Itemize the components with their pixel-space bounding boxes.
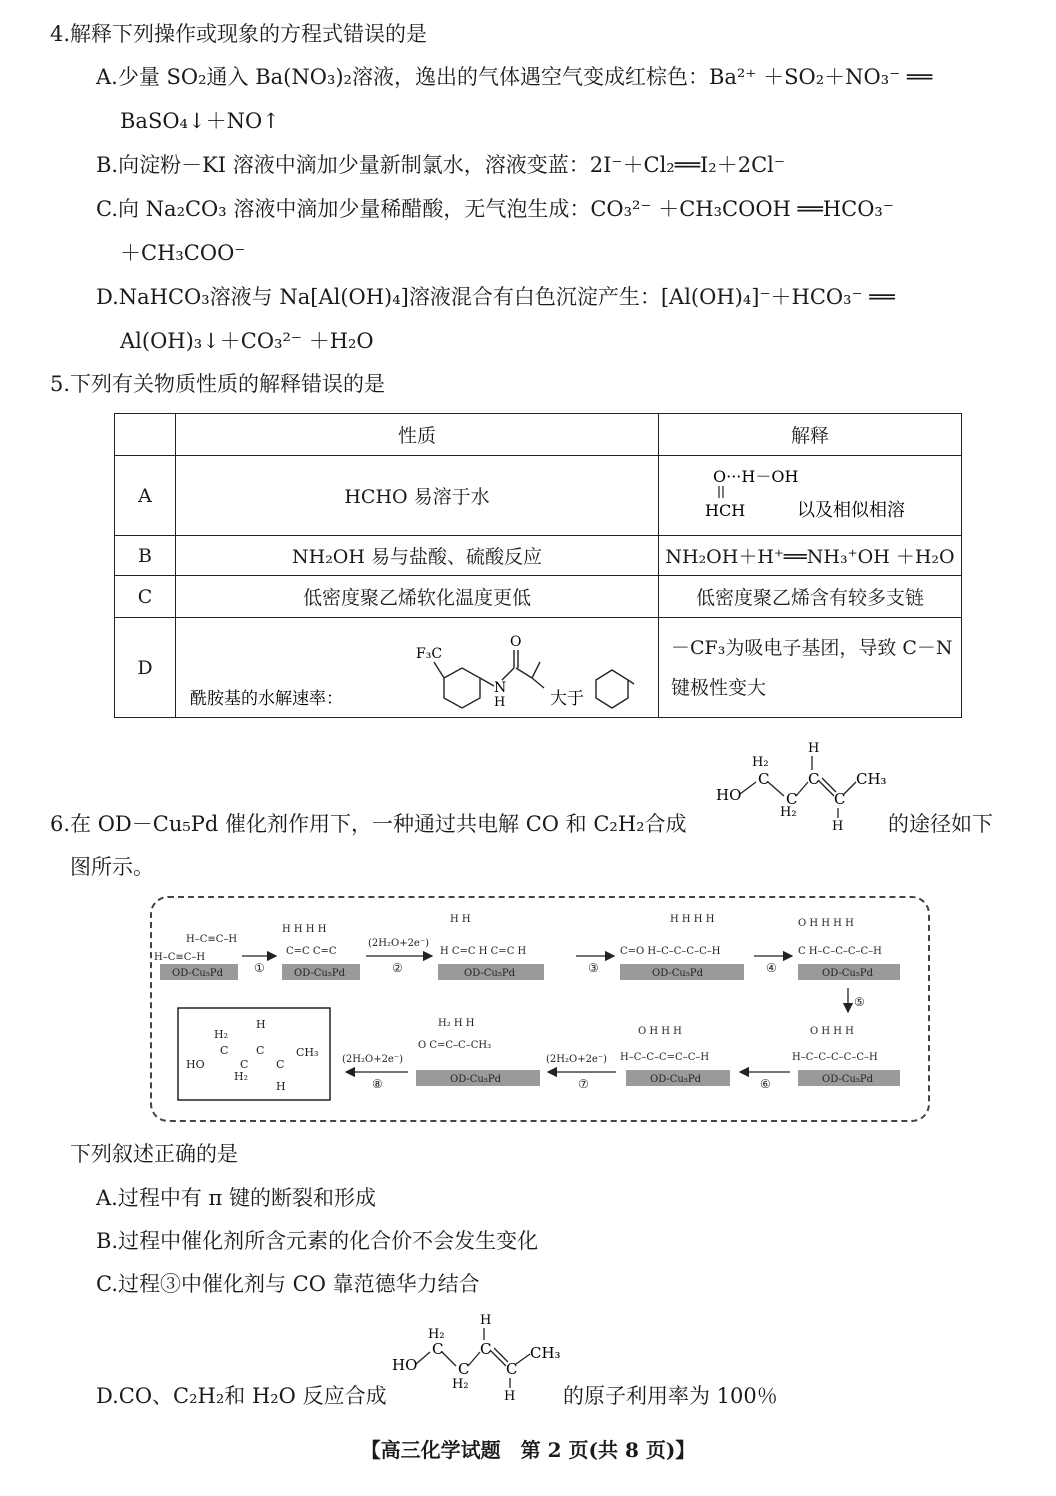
bond [532, 678, 544, 688]
species-6: H–C–C–C–C–C–H [792, 1052, 878, 1063]
properties-table [114, 413, 962, 718]
step-3: ③ [588, 961, 599, 975]
bond [740, 782, 756, 794]
product-structure [186, 1018, 318, 1093]
anilide-structure [596, 670, 634, 708]
bond [516, 668, 532, 678]
catalyst-label: OD-Cu₅Pd [464, 968, 516, 979]
atom-label: H [832, 819, 844, 834]
q6-option-d-prefix: D.CO、C₂H₂和 H₂O 反应合成 [96, 1384, 387, 1408]
header-explanation: 解释 [659, 414, 962, 456]
species-2: C=C C=C [286, 946, 337, 957]
explanation-line2: 键极性变大 [671, 676, 767, 699]
step-5: ⑤ [854, 995, 865, 1009]
q4-option-b: B.向淀粉－KI 溶液中滴加少量新制氯水，溶液变蓝：2I⁻＋Cl₂══I₂＋2Cl⁻ [96, 153, 785, 177]
amide-structures [176, 618, 646, 716]
atom-label: HO [716, 786, 742, 804]
adsorbed-species [154, 914, 882, 1063]
bond [434, 662, 444, 678]
atom-label: C [758, 770, 770, 788]
hcho-hydrogen-bond-structure [669, 460, 959, 530]
species-2: H H H H [282, 924, 327, 935]
row-property: 低密度聚乙烯软化温度更低 [176, 576, 659, 618]
atom-label: H₂ [452, 1377, 469, 1392]
atom-label: C [506, 1360, 518, 1378]
row-explanation: 低密度聚乙烯含有较多支链 [659, 576, 962, 618]
atom-label: C [432, 1340, 444, 1358]
species-8: O C=C–C–CH₃ [418, 1040, 492, 1051]
species-6: O H H H [810, 1026, 854, 1037]
row-label: A [115, 456, 176, 536]
table-header-row [115, 414, 962, 456]
q4-option-d-line2: Al(OH)₃↓＋CO₃²⁻ ＋H₂O [120, 329, 374, 353]
catalyst-label: OD-Cu₅Pd [172, 968, 224, 979]
row-property [176, 618, 659, 718]
step-2: ② [392, 961, 403, 975]
species-8: H₂ H H [438, 1018, 475, 1029]
atom-label: CH₃ [296, 1046, 319, 1059]
bond [516, 1354, 530, 1364]
explanation-line1: －CF₃为吸电子基团，导致 C－N [671, 636, 953, 659]
species-7: O H H H [638, 1026, 682, 1037]
atom-label: HO [392, 1356, 418, 1374]
species-acetylene: H–C≡C–H [186, 934, 238, 945]
q6-stem-prefix: 6.在 OD－Cu₅Pd 催化剂作用下，一种通过共电解 CO 和 C₂H₂合成 [50, 812, 687, 836]
hbond-text: O···H－OH [713, 467, 799, 486]
header-blank [115, 414, 176, 456]
catalyst-label: OD-Cu₅Pd [652, 968, 704, 979]
benzene-ring [444, 668, 480, 708]
species-acetylene: H–C≡C–H [154, 952, 206, 963]
catalyst-label: OD-Cu₅Pd [822, 1074, 874, 1085]
water-label: (2H₂O+2e⁻) [546, 1054, 608, 1065]
atom-label: H [504, 1389, 516, 1402]
bond [796, 782, 808, 796]
water-label: (2H₂O+2e⁻) [368, 938, 430, 949]
table-row-a [115, 456, 962, 536]
atom-label: H [256, 1018, 266, 1031]
atom-label: CH₃ [530, 1344, 561, 1362]
bond [502, 668, 514, 680]
atom-label: H₂ [428, 1327, 445, 1342]
q4-stem: 4.解释下列操作或现象的方程式错误的是 [50, 22, 428, 46]
q4-option-a-line2: BaSO₄↓＋NO↑ [120, 109, 280, 133]
atom-label: C [834, 790, 846, 808]
atom-label: H [808, 741, 820, 756]
q6-prompt: 下列叙述正确的是 [70, 1142, 238, 1166]
explanation-text: 以及相似相溶 [797, 500, 905, 521]
bond [822, 778, 836, 792]
species-7: H–C–C–C=C–C–H [620, 1052, 710, 1063]
q5-stem: 5.下列有关物质性质的解释错误的是 [50, 372, 386, 396]
q4-option-d-line1: D.NaHCO₃溶液与 Na[Al(OH)₄]溶液混合有白色沉淀产生：[Al(OH)₄]⁻＋HCO₃⁻ ══ [96, 285, 895, 309]
q6-option-c: C.过程③中催化剂与 CO 靠范德华力结合 [96, 1272, 480, 1296]
row-label: C [115, 576, 176, 618]
step-8: ⑧ [372, 1077, 383, 1091]
row-label: D [115, 618, 176, 718]
q6-stem-line2: 图所示。 [70, 855, 154, 879]
atom-label: H [480, 1313, 492, 1328]
bond [480, 678, 494, 686]
cf3-label: F₃C [416, 646, 443, 662]
atom-label: H₂ [214, 1028, 229, 1041]
nitrogen-atom: N [494, 680, 507, 696]
catalyst-label: OD-Cu₅Pd [450, 1074, 502, 1085]
atom-label: C [240, 1058, 249, 1071]
bond [494, 1348, 508, 1362]
species-3: H C=C H C=C H [440, 946, 527, 957]
oxygen-atom: O [510, 634, 522, 650]
benzene-ring [596, 670, 628, 708]
atom-label: H₂ [752, 755, 769, 770]
catalyst-label: OD-Cu₅Pd [822, 968, 874, 979]
atom-label: C [256, 1044, 265, 1057]
q4-option-c-line2: ＋CH₃COO⁻ [120, 241, 246, 265]
bond [532, 662, 540, 678]
atom-label: H₂ [780, 805, 797, 820]
q4-option-a-line1: A.少量 SO₂通入 Ba(NO₃)₂溶液，逸出的气体遇空气变成红棕色：Ba²⁺ ＋SO₂＋NO₃⁻ ══ [96, 65, 933, 89]
row-property: HCHO 易溶于水 [176, 456, 659, 536]
hydrogen-atom: H [494, 695, 506, 710]
atom-label: H [276, 1080, 286, 1093]
atom-label: HO [186, 1058, 205, 1071]
step-4: ④ [766, 961, 777, 975]
atom-label: C [276, 1058, 285, 1071]
species-4: C=O H–C–C–C–C–H [620, 946, 721, 957]
catalyst-label: OD-Cu₅Pd [650, 1074, 702, 1085]
q6-option-b: B.过程中催化剂所含元素的化合价不会发生变化 [96, 1229, 539, 1253]
q4-option-c-line1: C.向 Na₂CO₃ 溶液中滴加少量稀醋酸，无气泡生成：CO₃²⁻ ＋CH₃COOH ══HCO₃⁻ [96, 197, 894, 221]
step-6: ⑥ [760, 1077, 771, 1091]
species-5: O H H H H [798, 918, 854, 929]
bond [844, 782, 856, 794]
catalyst-label: OD-Cu₅Pd [294, 968, 346, 979]
table-row-c [115, 576, 962, 618]
bond [768, 782, 784, 796]
option-d-molecule-structure [386, 1312, 576, 1402]
atom-label: C [220, 1044, 229, 1057]
bond [442, 1352, 456, 1366]
q6-option-d-suffix: 的原子利用率为 100％ [563, 1384, 778, 1408]
property-mid: 大于 [550, 689, 584, 709]
species-4: H H H H [670, 914, 715, 925]
atom-label: H₂ [234, 1070, 249, 1083]
row-label: B [115, 536, 176, 576]
catalyst-bars [160, 964, 900, 1086]
atom-label: C [808, 770, 820, 788]
header-property: 性质 [176, 414, 659, 456]
page-footer: 【高三化学试题 第 2 页(共 8 页)】 [360, 1438, 696, 1462]
row-property: NH₂OH 易与盐酸、硫酸反应 [176, 536, 659, 576]
bond [468, 1352, 480, 1366]
mechanism-diagram [150, 896, 926, 1118]
water-label: (2H₂O+2e⁻) [342, 1054, 404, 1065]
q6-option-a: A.过程中有 π 键的断裂和形成 [96, 1186, 376, 1210]
atom-label: C [458, 1360, 470, 1378]
step-7: ⑦ [578, 1077, 589, 1091]
row-explanation: NH₂OH＋H⁺══NH₃⁺OH ＋H₂O [659, 536, 962, 576]
hcho-text: HCH [705, 501, 746, 520]
cf3-anilide-structure [434, 650, 544, 708]
step-1: ① [254, 961, 265, 975]
atom-label: C [480, 1340, 492, 1358]
property-prefix: 酰胺基的水解速率： [190, 689, 343, 709]
table-row-d [115, 618, 962, 718]
table-row-b [115, 536, 962, 576]
bond [628, 680, 634, 684]
atom-label: CH₃ [856, 770, 887, 788]
q6-stem-suffix: 的途径如下 [888, 812, 993, 836]
row-explanation [659, 456, 962, 536]
bond [416, 1352, 430, 1364]
row-explanation [659, 618, 962, 718]
atom-label: C [786, 790, 798, 808]
species-3: H H [450, 914, 471, 925]
species-5: C H–C–C–C–C–H [798, 946, 882, 957]
target-molecule-structure [710, 738, 900, 838]
